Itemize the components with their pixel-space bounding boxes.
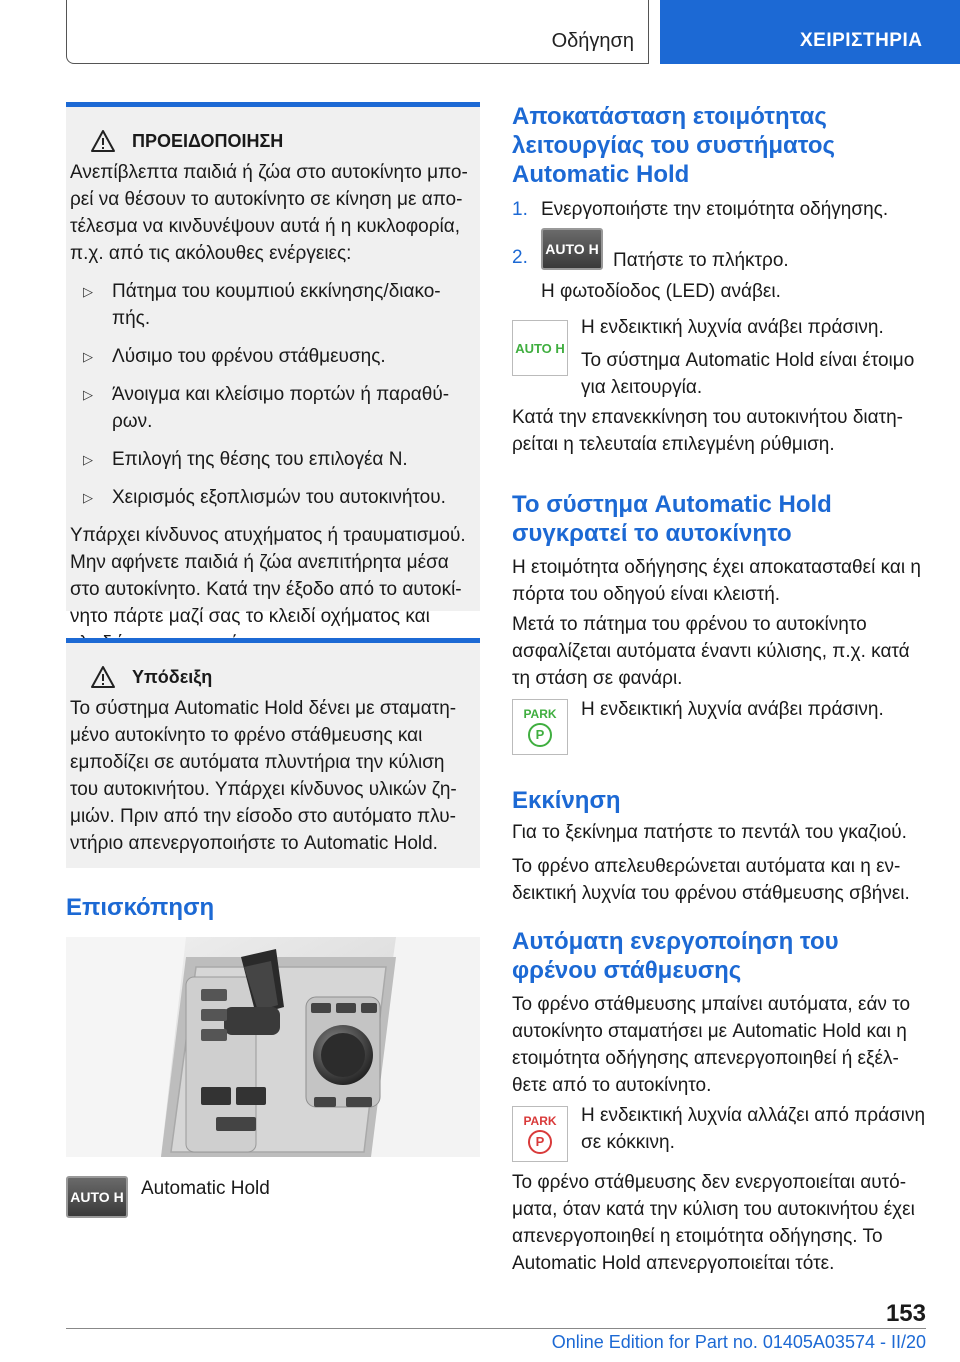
park-green-text: Η ενδεικτική λυχνία ανάβει πράσινη. — [581, 699, 884, 720]
step-text: Ενεργοποιήστε την ετοιμότητα οδήγησης. — [541, 199, 889, 220]
park-red-text: Η ενδεικτική λυχνία αλλάζει από πράσινη σε κόκκινη. — [581, 1105, 926, 1153]
list-item: ▷ Χειρισμός εξοπλισμών του αυτοκινήτου. — [70, 484, 472, 511]
warning-intro: Ανεπίβλεπτα παιδιά ή ζώα στο αυτοκίνητο μπο-ρεί να θέσουν το αυτοκίνητο σε κίνηση με απο-τέλεσμα να κινδυνέψουν αυτά ή η κυκλοφορία, π.χ. από τις ακόλουθες ενέργειες: — [70, 162, 468, 264]
warning-icon — [90, 129, 116, 153]
warning-bullets — [70, 278, 472, 511]
restart-text: Κατά την επανεκκίνηση του αυτοκινήτου διατη-ρείται η τελευταία επιλεγμένη ρύθμιση. — [512, 407, 903, 455]
indicator-green-text: Η ενδεικτική λυχνία ανάβει πράσινη. — [581, 317, 884, 338]
warning-heading — [70, 129, 472, 153]
step-number: 1. — [512, 199, 528, 220]
header-section-label: Οδήγηση — [551, 30, 634, 52]
auto-park-p1: Το φρένο στάθμευσης μπαίνει αυτόματα, εάν το αυτοκίνητο σταματήσει με Automatic Hold και η ετοιμότητα οδήγησης απενεργοποιηθεί ή εξέλ-θετε από το αυτοκίνητο. — [512, 994, 911, 1096]
park-red-indicator-icon: PARK P — [512, 1106, 568, 1162]
holds-p1: Η ετοιμότητα οδήγησης έχει αποκατασταθεί και η πόρτα του οδηγού είναι κλειστή. — [512, 557, 921, 605]
auto-h-button-icon: AUTO H — [541, 228, 603, 270]
list-item: ▷ Πάτημα του κουμπιού εκκίνησης/διακο-πής. — [70, 278, 472, 332]
overview-caption: Automatic Hold — [141, 1178, 270, 1199]
header-section-tab — [66, 0, 649, 64]
caution-icon — [90, 665, 116, 689]
triangle-bullet-icon: ▷ — [83, 490, 93, 505]
triangle-bullet-icon: ▷ — [83, 452, 93, 467]
header-chapter-tab — [660, 0, 960, 64]
center-console-photo — [66, 937, 480, 1157]
triangle-bullet-icon: ▷ — [83, 387, 93, 402]
list-item: ▷ Λύσιμο του φρένου στάθμευσης. — [70, 343, 472, 370]
auto-h-button-icon: AUTO H — [66, 1176, 128, 1218]
footer-rule — [66, 1328, 926, 1329]
holds-p2: Μετά το πάτημα του φρένου το αυτοκίνητο ασφαλίζεται αυτόματα έναντι κύλισης, π.χ. κατά τη στάση σε φανάρι. — [512, 614, 910, 689]
note-text: Το σύστημα Automatic Hold δένει με σταματη-μένο αυτοκίνητο το φρένο στάθμευσης και εμποδίζει σε αυτόματα πλυντήρια την κύλιση του αυτοκινήτου. Υπάρχει κίνδυνος υλικών ζη-μιών. Πριν από την είσοδο στο αυτόματο πλυ-ντήριο απενεργοποιήστε το Automatic Hold. — [70, 698, 457, 854]
note-box — [66, 643, 480, 868]
restore-heading: Αποκατάσταση ετοιμότητας λειτουργίας του συστήματος Automatic Hold — [512, 103, 835, 188]
park-green-indicator-icon: PARK P — [512, 699, 568, 755]
start-heading: Εκκίνηση — [512, 787, 621, 814]
triangle-bullet-icon: ▷ — [83, 284, 93, 299]
page-number: 153 — [885, 1300, 926, 1327]
triangle-bullet-icon: ▷ — [83, 349, 93, 364]
system-ready-text: Το σύστημα Automatic Hold είναι έτοιμο για λειτουργία. — [581, 350, 915, 398]
note-title: Υπόδειξη — [132, 666, 213, 687]
step-number: 2. — [512, 247, 528, 268]
edition-text: Online Edition for Part no. 01405A03574 - II/20 — [551, 1332, 926, 1352]
start-p2: Το φρένο απελευθερώνεται αυτόματα και η εν-δεικτική λυχνία του φρένου στάθμευσης σβήνει. — [512, 856, 910, 904]
warning-outro: Υπάρχει κίνδυνος ατυχήματος ή τραυματισμού. Μην αφήνετε παιδιά ή ζώα ανεπιτήρητα μέσα στο αυτοκίνητο. Κατά την έξοδο από το αυτοκί-νητο πάρτε μαζί σας το κλειδί οχήματος και — [70, 525, 466, 627]
auto-park-heading: Αυτόματη ενεργοποίηση του φρένου στάθμευσης — [512, 928, 839, 984]
list-item — [512, 196, 932, 223]
step-text: Πατήστε το πλήκτρο. — [613, 250, 789, 271]
auto-h-indicator-icon: AUTO H — [512, 320, 568, 376]
warning-box — [66, 107, 480, 627]
holds-heading: Το σύστημα Automatic Hold συγκρατεί το αυτοκίνητο — [512, 491, 832, 547]
header-chapter-label: ΧΕΙΡΙΣΤΗΡΙΑ — [800, 30, 923, 51]
auto-park-p2: Το φρένο στάθμευσης δεν ενεργοποιείται αυτό-ματα, όταν κατά την κύλιση του αυτοκινήτου έχει απενεργοποιηθεί η ετοιμότητα οδήγησης. Το Automatic Hold απενεργοποιείται τότε. — [512, 1172, 915, 1274]
warning-title: ΠΡΟΕΙΔΟΠΟΙΗΣΗ — [132, 130, 284, 151]
note-heading — [70, 665, 472, 689]
start-p1: Για το ξεκίνημα πατήστε το πεντάλ του γκαζιού. — [512, 822, 907, 843]
led-text: Η φωτοδίοδος (LED) ανάβει. — [541, 281, 781, 302]
overview-heading: Επισκόπηση — [66, 894, 215, 921]
list-item: ▷ Επιλογή της θέσης του επιλογέα N. — [70, 446, 472, 473]
list-item: ▷ Άνοιγμα και κλείσιμο πορτών ή παραθύ-ρων. — [70, 381, 472, 435]
